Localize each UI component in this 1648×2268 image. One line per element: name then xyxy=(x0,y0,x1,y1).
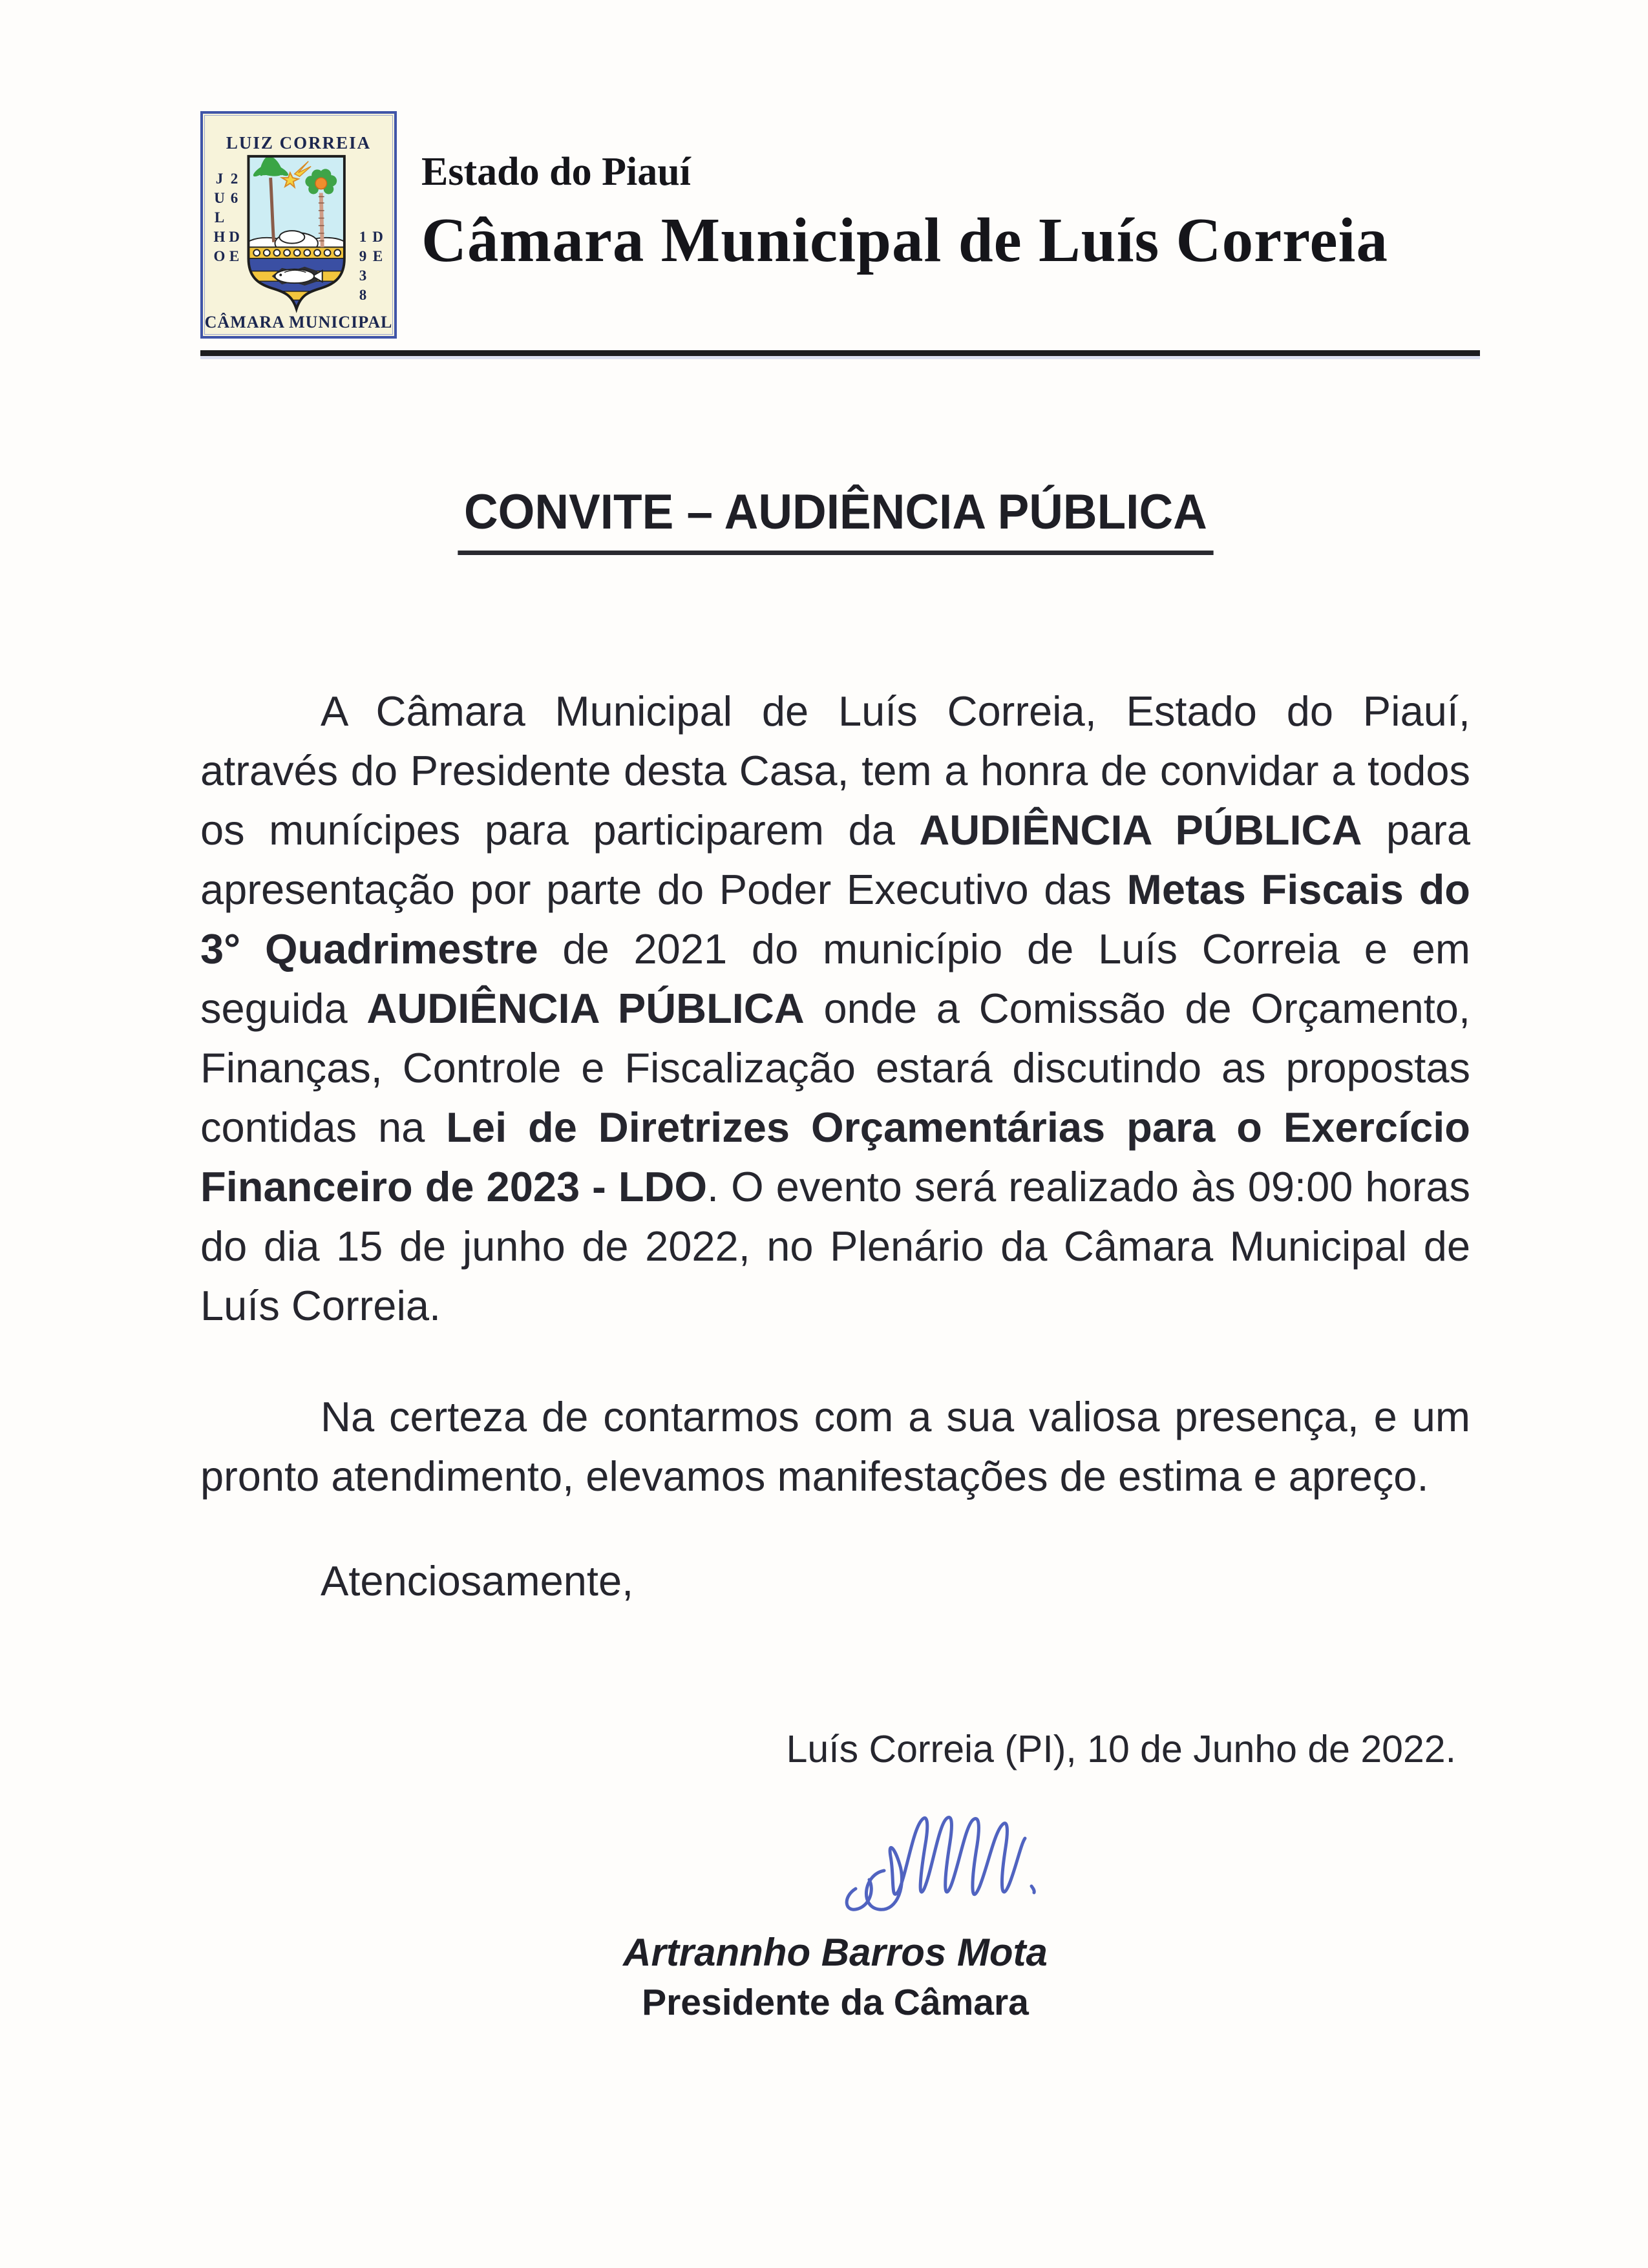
signature-ink xyxy=(834,1811,1112,1934)
shield-icon xyxy=(243,152,350,314)
crest-date-left-label: 26 DE JULHO xyxy=(211,171,242,268)
signer-name: Artrannho Barros Mota xyxy=(623,1931,1048,1974)
crest-chamber-label: CÂMARA MUNICIPAL xyxy=(204,313,393,331)
signature-block xyxy=(200,1811,1470,2024)
chain-band xyxy=(248,247,344,258)
state-name: Estado do Piauí xyxy=(421,150,691,194)
paragraph-courtesy: Na certeza de contarmos com a sua valiosa presença, e um pronto atendimento, elevamos manifestações de estima e apreço. xyxy=(200,1393,1470,1500)
text-run: A Câmara Municipal de Luís Correia, Estado do Piauí, através do Presidente desta Casa, tem a honra de convidar a todos os munícipes para participarem da xyxy=(200,688,1470,854)
paragraph-invitation xyxy=(200,682,1470,1336)
crest-city-label: LUIZ CORREIA xyxy=(226,133,372,152)
text-run: AUDIÊNCIA PÚBLICA xyxy=(366,985,805,1032)
text-run: Lei de Diretrizes Orçamentárias para o Exercício Financeiro de 2023 - LDO xyxy=(200,1104,1470,1210)
signer-role: Presidente da Câmara xyxy=(642,1982,1029,2023)
closing-salutation: Atenciosamente, xyxy=(321,1557,634,1604)
text-run: para apresentação por parte do Poder Executivo das xyxy=(200,806,1471,913)
letterhead xyxy=(200,111,1470,339)
text-run: onde a Comissão de Orçamento, Finanças, Controle e Fiscalização estará discutindo as propostas contidas na xyxy=(200,985,1470,1151)
text-run: . O evento será realizado às 09:00 horas do dia 15 de junho de 2022, no Plenário da Câmara Municipal de Luís Correia. xyxy=(200,1163,1470,1329)
dateline: Luís Correia (PI), 10 de Junho de 2022. xyxy=(786,1728,1456,1770)
coat-of-arms xyxy=(200,111,397,339)
text-run: Metas Fiscais do 3° Quadrimestre xyxy=(200,866,1470,972)
crest-date-right-label: DE 1938 xyxy=(355,229,386,306)
document-title: CONVITE – AUDIÊNCIA PÚBLICA xyxy=(458,484,1213,555)
institution-name: Câmara Municipal de Luís Correia xyxy=(421,205,1388,275)
text-run: AUDIÊNCIA PÚBLICA xyxy=(919,806,1362,854)
header-divider xyxy=(200,350,1480,356)
sun-icon xyxy=(315,178,327,189)
title-wrap xyxy=(200,484,1470,555)
letterhead-text xyxy=(421,111,1388,277)
text-run: de 2021 do município de Luís Correia e em seguida xyxy=(200,925,1470,1032)
